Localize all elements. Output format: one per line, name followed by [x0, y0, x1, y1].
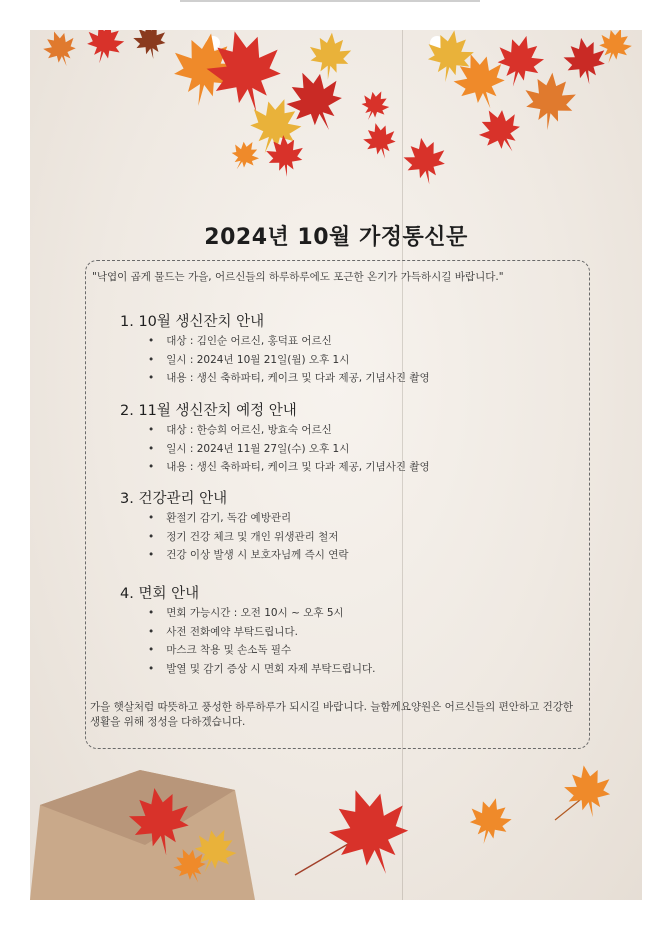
- list-item: • 사전 전화예약 부탁드립니다.: [148, 623, 375, 642]
- list-item: • 마스크 착용 및 손소독 필수: [148, 641, 375, 660]
- section-heading-birthday-oct: 1. 10월 생신잔치 안내: [120, 314, 265, 330]
- list-item: • 일시 : 2024년 10월 21일(월) 오후 1시: [148, 351, 430, 370]
- section-list-health: [148, 509, 349, 565]
- intro-quote: "낙엽이 곱게 물드는 가을, 어르신들의 하루하루에도 포근한 온기가 가득하시길 바랍니다.": [92, 271, 504, 283]
- list-item: • 발열 및 감기 증상 시 면회 자제 부탁드립니다.: [148, 660, 375, 679]
- list-item: • 내용 : 생신 축하파티, 케이크 및 다과 제공, 기념사진 촬영: [148, 369, 430, 388]
- list-item: • 면회 가능시간 : 오전 10시 ~ 오후 5시: [148, 604, 375, 623]
- list-item: • 대상 : 김인순 어르신, 홍덕표 어르신: [148, 332, 430, 351]
- maple-leaf-icon: [550, 755, 620, 825]
- section-list-birthday-oct: [148, 332, 430, 388]
- section-heading-birthday-nov: 2. 11월 생신잔치 예정 안내: [120, 403, 297, 419]
- section-list-visit: [148, 604, 375, 678]
- section-heading-health: 3. 건강관리 안내: [120, 491, 228, 507]
- section-heading-visit: 4. 면회 안내: [120, 586, 200, 602]
- maple-leaf-icon: [285, 775, 415, 885]
- list-item: • 내용 : 생신 축하파티, 케이크 및 다과 제공, 기념사진 촬영: [148, 458, 430, 477]
- list-item: • 환절기 감기, 독감 예방관리: [148, 509, 349, 528]
- list-item: • 대상 : 한승희 어르신, 방효숙 어르신: [148, 421, 430, 440]
- closing-message: 가을 햇살처럼 따뜻하고 풍성한 하루하루가 되시길 바랍니다. 늘함께요양원은 어르신들의 편안하고 건강한 생활을 위해 정성을 다하겠습니다.: [90, 701, 574, 728]
- envelope-with-leaves-icon: [30, 750, 260, 900]
- top-rule: [180, 0, 480, 2]
- list-item: • 일시 : 2024년 11월 27일(수) 오후 1시: [148, 440, 430, 459]
- section-list-birthday-nov: [148, 421, 430, 477]
- maple-leaf-icon: [460, 790, 520, 850]
- maple-leaf-cluster-icon: [30, 30, 642, 200]
- page-title: 2024년 10월 가정통신문: [204, 225, 468, 250]
- list-item: • 건강 이상 발생 시 보호자님께 즉시 연락: [148, 546, 349, 565]
- list-item: • 정기 건강 체크 및 개인 위생관리 철저: [148, 528, 349, 547]
- newsletter-sheet: [30, 30, 642, 900]
